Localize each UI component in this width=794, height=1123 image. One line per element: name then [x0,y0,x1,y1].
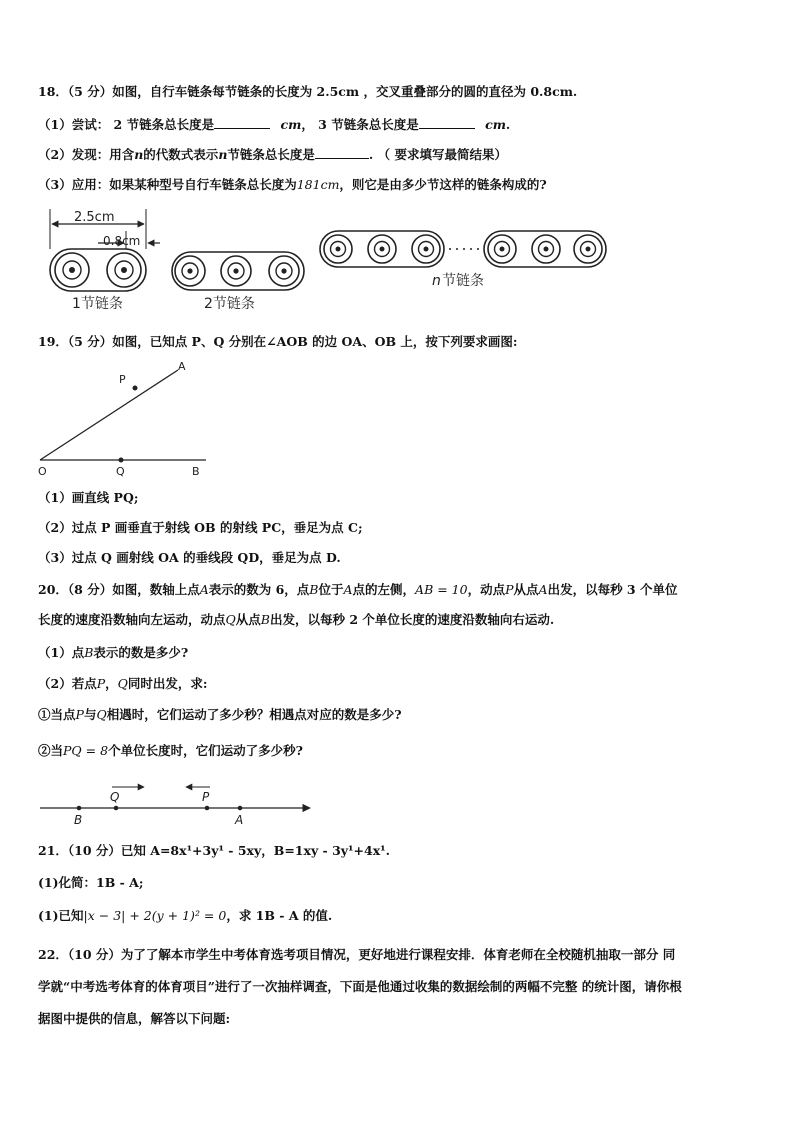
q20-case-1 [38,707,402,723]
q20-line-1 [38,582,677,598]
var-a: A [538,582,548,597]
q19-stem: 19．（5 分）如图，已知点 P、Q 分别在∠AOB 的边 OA、OB 上，按下列要求画图: [38,334,518,349]
label-o: O [38,465,47,478]
answer-blank-2[interactable] [419,116,475,129]
q21-sub-2 [38,908,332,924]
equation-pq: PQ = 8 [63,743,109,758]
text: 点的左侧， [352,582,416,597]
q18-part2-text-c: 节链条总长度是 [227,147,315,162]
caption-1-link: 1节链条 [72,296,123,312]
q22-line-2: 学就“中考选考体育的体育项目”进行了一次抽样调查，下面是他通过收集的数据绘制的两幅不完整 的统计图，请你根 [38,979,682,994]
chain-figure [0,205,794,315]
var-a: A [199,582,209,597]
text: 同时出发，求: [127,676,208,691]
point-a [238,806,243,811]
unit-cm-1: cm [280,117,302,132]
text: 表示的数为 6，点 [208,582,310,597]
var-p: P [505,582,514,597]
var-b: B [309,582,319,597]
label-q: Q [116,465,125,478]
q18-part1-end: . [505,117,511,132]
q21-sub-1: (1)化简：1B - A; [38,875,144,890]
label-a: A [178,360,186,373]
chain-n-links-right [484,231,606,267]
q22-line-3: 据图中提供的信息，解答以下问题: [38,1011,231,1026]
point-q [114,806,119,811]
label-q: Q [110,790,120,804]
text: 表示的数是多少? [93,645,189,660]
var-q: Q [117,676,128,691]
text: 个单位长度时，它们运动了多少秒? [108,743,303,758]
text: ，动点 [467,582,506,597]
point-p [205,806,210,811]
q18-part1 [38,116,510,133]
label-b: B [74,813,83,827]
text: （1）点 [38,645,85,660]
text: 出发，以每秒 3 个单位 [547,582,678,597]
answer-blank-1[interactable] [214,116,270,129]
q18-part2 [38,146,507,163]
var-a: A [343,582,353,597]
text: ②当 [38,743,64,758]
chain-1-link [50,249,146,291]
q18-part1-text-b: ， 3 节链条总长度是 [301,117,419,132]
text: 相遇时，它们运动了多少秒？相遇点对应的数是多少? [106,707,402,722]
q20-sub-1 [38,645,188,661]
q18-part2-text-d: . （ 要求填写最简结果） [368,147,507,162]
text: 与 [83,707,97,722]
q18-part2-text-a: （2）发现：用含 [38,147,135,162]
text: 长度的速度沿数轴向左运动，动点 [38,612,226,627]
point-q [119,458,124,463]
unit-cm-2: cm [485,117,506,132]
caption-2-links: 2节链条 [204,296,255,312]
q18-part1-text-a: （1）尝试： 2 节链条总长度是 [38,117,215,132]
var-n: n [218,147,228,162]
chain-2-links [172,252,304,290]
q18-part3 [38,177,547,193]
q19-item-3: （3）过点 Q 画射线 OA 的垂线段 QD，垂足为点 D. [38,550,341,565]
caption-n-var: n [432,273,441,289]
q18-part3-text-b: ，则它是由多少节这样的链条构成的? [339,177,547,192]
var-b: B [260,612,270,627]
dim-total-label: 2.5cm [74,210,115,225]
q21-stem: 21．（10 分）已知 A=8x¹+3y¹ - 5xy，B=1xy - 3y¹+4x¹. [38,843,390,858]
chain-n-links-left [320,231,444,267]
ray-oa [40,370,178,460]
text: （2）若点 [38,676,97,691]
q18-part2-text-b: 的代数式表示 [143,147,219,162]
text: 从点 [235,612,261,627]
condition-equation: |x − 3| + 2(y + 1)² = 0 [83,908,227,923]
var-q: Q [225,612,236,627]
var-q: Q [96,707,107,722]
label-p: P [119,373,126,386]
dim-overlap-label: 0.8cm [103,234,141,248]
caption-n-links: 节链条 [442,273,484,289]
q22-line-1: 22．（10 分）为了了解本市学生中考体育选考项目情况，更好地进行课程安排．体育老师在全校随机抽取一部分 同 [38,947,676,962]
equation-ab: AB = 10 [415,582,468,597]
chain-ellipsis-dots [449,248,479,250]
angle-aob-figure [30,358,250,478]
text: ，求 1B - A 的值. [226,908,333,923]
q20-case-2 [38,743,303,759]
unit-cm-3: cm [320,177,340,192]
label-a: A [235,813,244,827]
point-b [77,806,82,811]
var-b: B [84,645,94,660]
text: 20．（8 分）如图，数轴上点 [38,582,200,597]
q18-part3-text-a: （3）应用：如果某种型号自行车链条总长度为 [38,177,297,192]
text: 从点 [513,582,539,597]
text: 位于 [318,582,344,597]
text: (1)已知 [38,908,84,923]
answer-blank-3[interactable] [315,146,369,159]
q20-sub-2 [38,676,208,692]
point-p [133,386,138,391]
total-length-value: 181 [296,177,321,192]
text: 出发，以每秒 2 个单位长度的速度沿数轴向右运动. [269,612,555,627]
var-n: n [134,147,144,162]
q20-line-2 [38,612,554,628]
q19-item-2: （2）过点 P 画垂直于射线 OB 的射线 PC，垂足为点 C; [38,520,363,535]
var-p: P [75,707,84,722]
label-b: B [192,465,200,478]
number-line-figure [34,778,334,828]
q18-stem: 18．（5 分）如图，自行车链条每节链条的长度为 2.5cm ，交叉重叠部分的圆的直径为 0.8cm. [38,84,578,99]
label-p: P [202,790,210,804]
text: ①当点 [38,707,76,722]
q19-item-1: （1）画直线 PQ; [38,490,139,505]
text: ， [105,676,118,691]
var-p: P [96,676,106,691]
